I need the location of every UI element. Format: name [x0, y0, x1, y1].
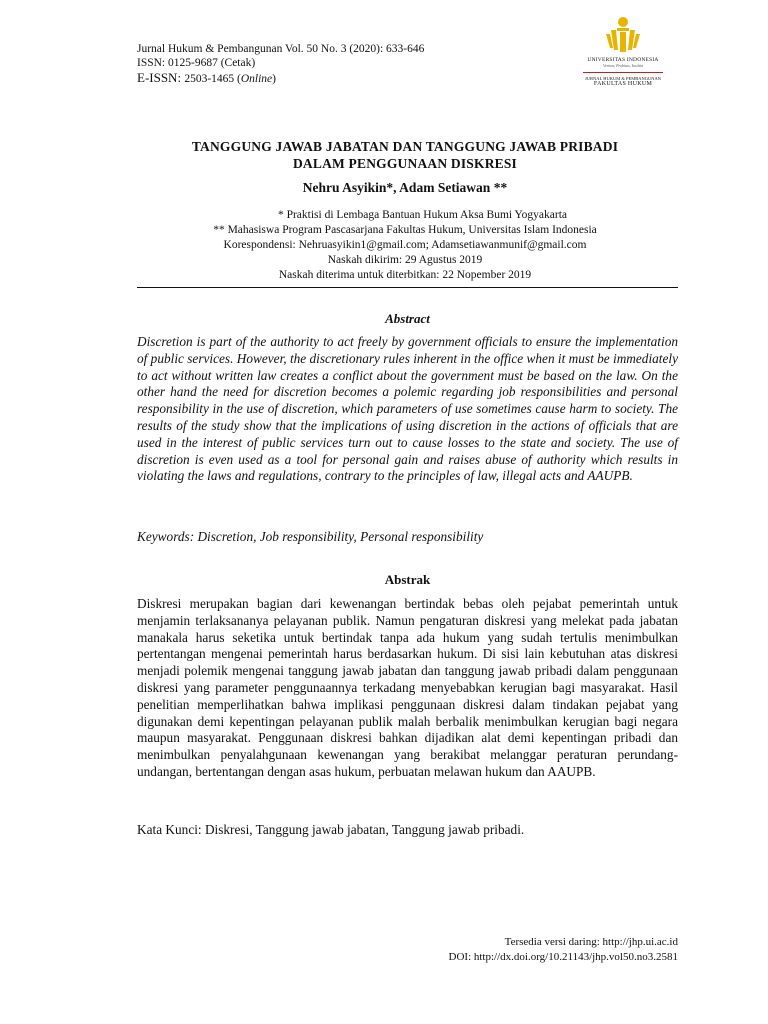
- doi-link[interactable]: DOI: http://dx.doi.org/10.21143/jhp.vol50.no3.2581: [448, 951, 678, 963]
- keywords-indonesian: Kata Kunci: Diskresi, Tanggung jawab jabatan, Tanggung jawab pribadi.: [137, 822, 525, 837]
- eissn-close: ): [272, 73, 277, 85]
- title-line-1: TANGGUNG JAWAB JABATAN DAN TANGGUNG JAWAB PRIBADI: [191, 139, 619, 154]
- keywords-english: Keywords: Discretion, Job responsibility, Personal responsibility: [137, 529, 484, 544]
- abstrak-text: Diskresi merupakan bagian dari kewenangan bertindak bebas oleh pejabat pemerintah untuk menjamin terlaksananya pelayanan publik. Namun pengaturan diskresi yang melekat pada jabatan manakala harus seketika untuk bertindak tanpa ada hukum yang sudah tertulis menimbulkan pertentangan mengenai pemerintah harus berdasarkan hukum. Di sisi lain kebutuhan atas diskresi menjadi polemik mengenai tanggung jawab jabatan dan tanggung jawab pribadi dalam penggunaan diskresi yang parameter penggunaannya terkadang menyebabkan kerugian bagi masyarakat. Hasil penelitian memperlihatkan bahwa implikasi penggunaan diskresi dalam tindakan pejabat yang digunakan demi kepentingan pelayanan publik malah berbalik menimbulkan kerugian bagi negara maupun masyarakat. Penggunaan diskresi bahkan dijadikan alat demi kepentingan pribadi dan menimbulkan penyalahgunaan kewenangan yang berakibat melanggar peraturan perundang-undangan, bertentangan dengan asas hukum, perbuatan melawan hukum dan AAUPB.: [137, 596, 678, 779]
- university-name: UNIVERSITAS INDONESIA: [587, 57, 659, 63]
- journal-citation: Jurnal Hukum & Pembangunan Vol. 50 No. 3 (2020): 633-646: [137, 43, 425, 55]
- eissn-number: 2503-1465 (: [184, 73, 241, 85]
- header-rule: [137, 287, 678, 288]
- accepted-date: Naskah diterima untuk diterbitkan: 22 Nopember 2019: [278, 269, 532, 281]
- journal-issn: ISSN: 0125-9687 (Cetak): [137, 57, 256, 69]
- logo-divider: [583, 72, 663, 73]
- affiliation-1: * Praktisi di Lembaga Bantuan Hukum Aksa Bumi Yogyakarta: [277, 209, 568, 221]
- abstrak-heading: Abstrak: [384, 572, 431, 587]
- eissn-prefix: E-ISSN:: [137, 70, 185, 85]
- journal-info: [137, 42, 424, 87]
- page-footer: [300, 935, 678, 965]
- online-version-link[interactable]: Tersedia versi daring: http://jhp.ui.ac.id: [504, 936, 678, 948]
- abstract-text: Discretion is part of the authority to act freely by government officials to ensure the implementation of public services. However, the discretionary rules inherent in the office when it must be immediately to act without written law creates a conflict about the government must be based on the law. On the other hand the need for discretion becomes a polemic regarding job responsibilities and personal responsibility in the use of discretion, which parameters of use sometimes cause harm to society. The results of the study show that the implications of using discretion in the actions of officials that are used in the interest of public services turn out to cause losses to the state and society. The use of discretion is even used as a tool for personal gain and raises abuse of authority which results in violating the laws and regulations, contrary to the principles of law, illegal acts and AAUPB.: [137, 334, 678, 484]
- article-authors: Nehru Asyikin*, Adam Setiawan **: [302, 180, 508, 195]
- correspondence: Korespondensi: Nehruasyikin1@gmail.com; Adamsetiawanmunif@gmail.com: [223, 239, 587, 251]
- faculty-name: FAKULTAS HUKUM: [593, 81, 653, 87]
- title-line-2: DALAM PENGGUNAAN DISKRESI: [292, 156, 518, 171]
- abstract-heading: Abstract: [385, 311, 430, 326]
- author-affiliations: [130, 208, 680, 283]
- university-logo: [578, 14, 668, 108]
- article-title: [130, 138, 680, 172]
- university-motto: Veritas, Probitas, Iustitia: [602, 63, 644, 68]
- eissn-online: Online: [240, 73, 273, 85]
- journal-name: JURNAL HUKUM & PEMBANGUNAN: [585, 76, 661, 81]
- affiliation-2: ** Mahasiswa Program Pascasarjana Fakultas Hukum, Universitas Islam Indonesia: [213, 224, 597, 236]
- submitted-date: Naskah dikirim: 29 Agustus 2019: [327, 254, 483, 266]
- makara-emblem-icon: [603, 14, 643, 56]
- journal-eissn: [137, 70, 424, 87]
